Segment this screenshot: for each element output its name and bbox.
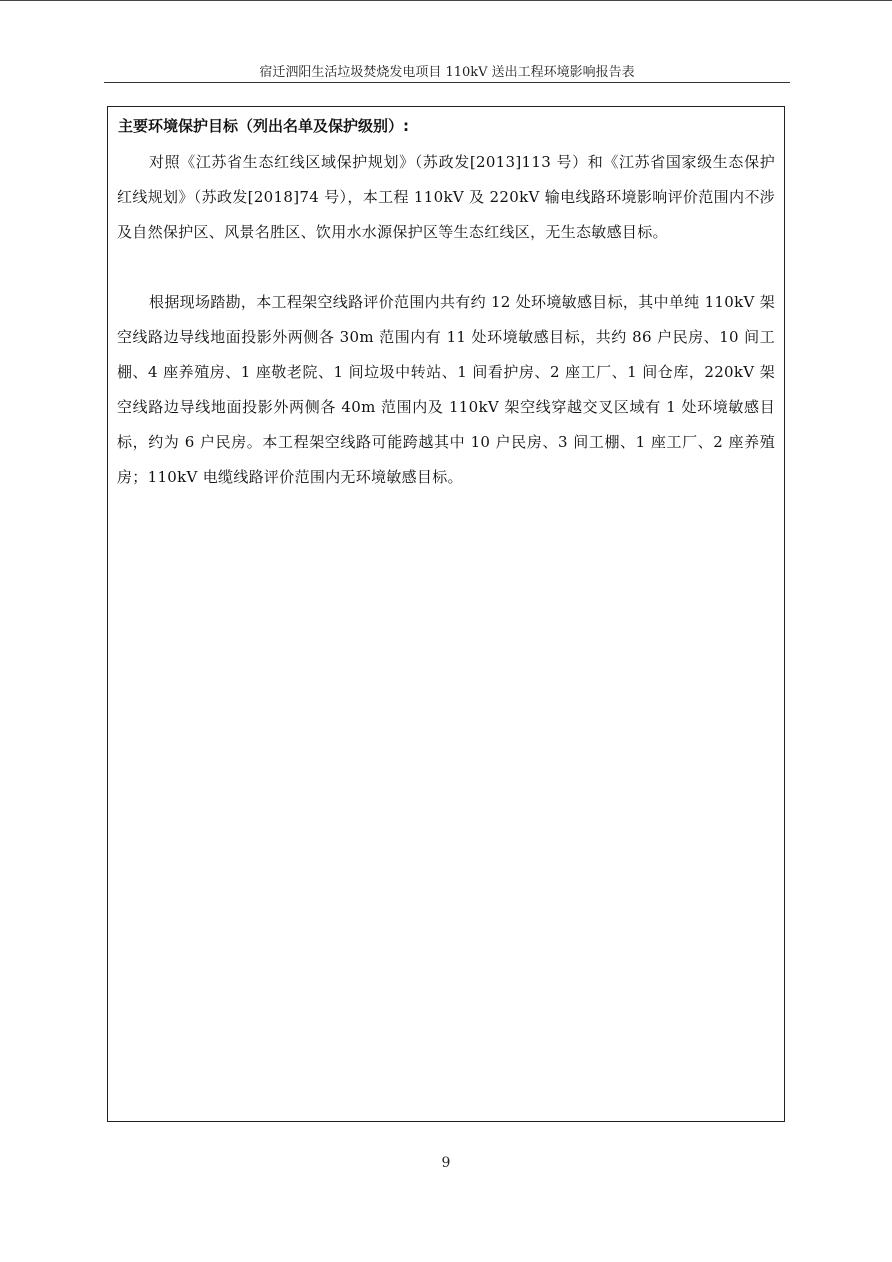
- page-number: 9: [441, 1155, 451, 1171]
- header-divider: [104, 82, 790, 83]
- section-heading: 主要环境保护目标（列出名单及保护级别）:: [118, 117, 410, 135]
- report-header-title: 宿迁泗阳生活垃圾焚烧发电项目 110kV 送出工程环境影响报告表: [259, 65, 635, 80]
- sensitive-targets-paragraph: 根据现场踏勘，本工程架空线路评价范围内共有约 12 处环境敏感目标，其中单纯 110kV 架空线路边导线地面投影外两侧各 30m 范围内有 11 处环境敏感目标，共约 86 户民房、10 间工棚、4 座养殖房、1 座敬老院、1 间垃圾中转站、1 间看护房、2 座工厂、1 间仓库，220kV 架空线路边导线地面投影外两侧各 40m 范围内及 110kV 架空线穿越交叉区域有 1 处环境敏感目标，约为 6 户民房。本工程架空线路可能跨越其中 10 户民房、3 间工棚、1 座工厂、2 座养殖房；110kV 电缆线路评价范围内无环境敏感目标。: [117, 293, 775, 486]
- ecological-redline-paragraph: 对照《江苏省生态红线区域保护规划》（苏政发[2013]113 号）和《江苏省国家级生态保护红线规划》（苏政发[2018]74 号），本工程 110kV 及 220kV 输电线路环境影响评价范围内不涉及自然保护区、风景名胜区、饮用水水源保护区等生态红线区，无生态敏感目标。: [117, 153, 775, 241]
- page-top-border: [0, 0, 892, 1]
- protection-targets-box: [107, 106, 785, 1122]
